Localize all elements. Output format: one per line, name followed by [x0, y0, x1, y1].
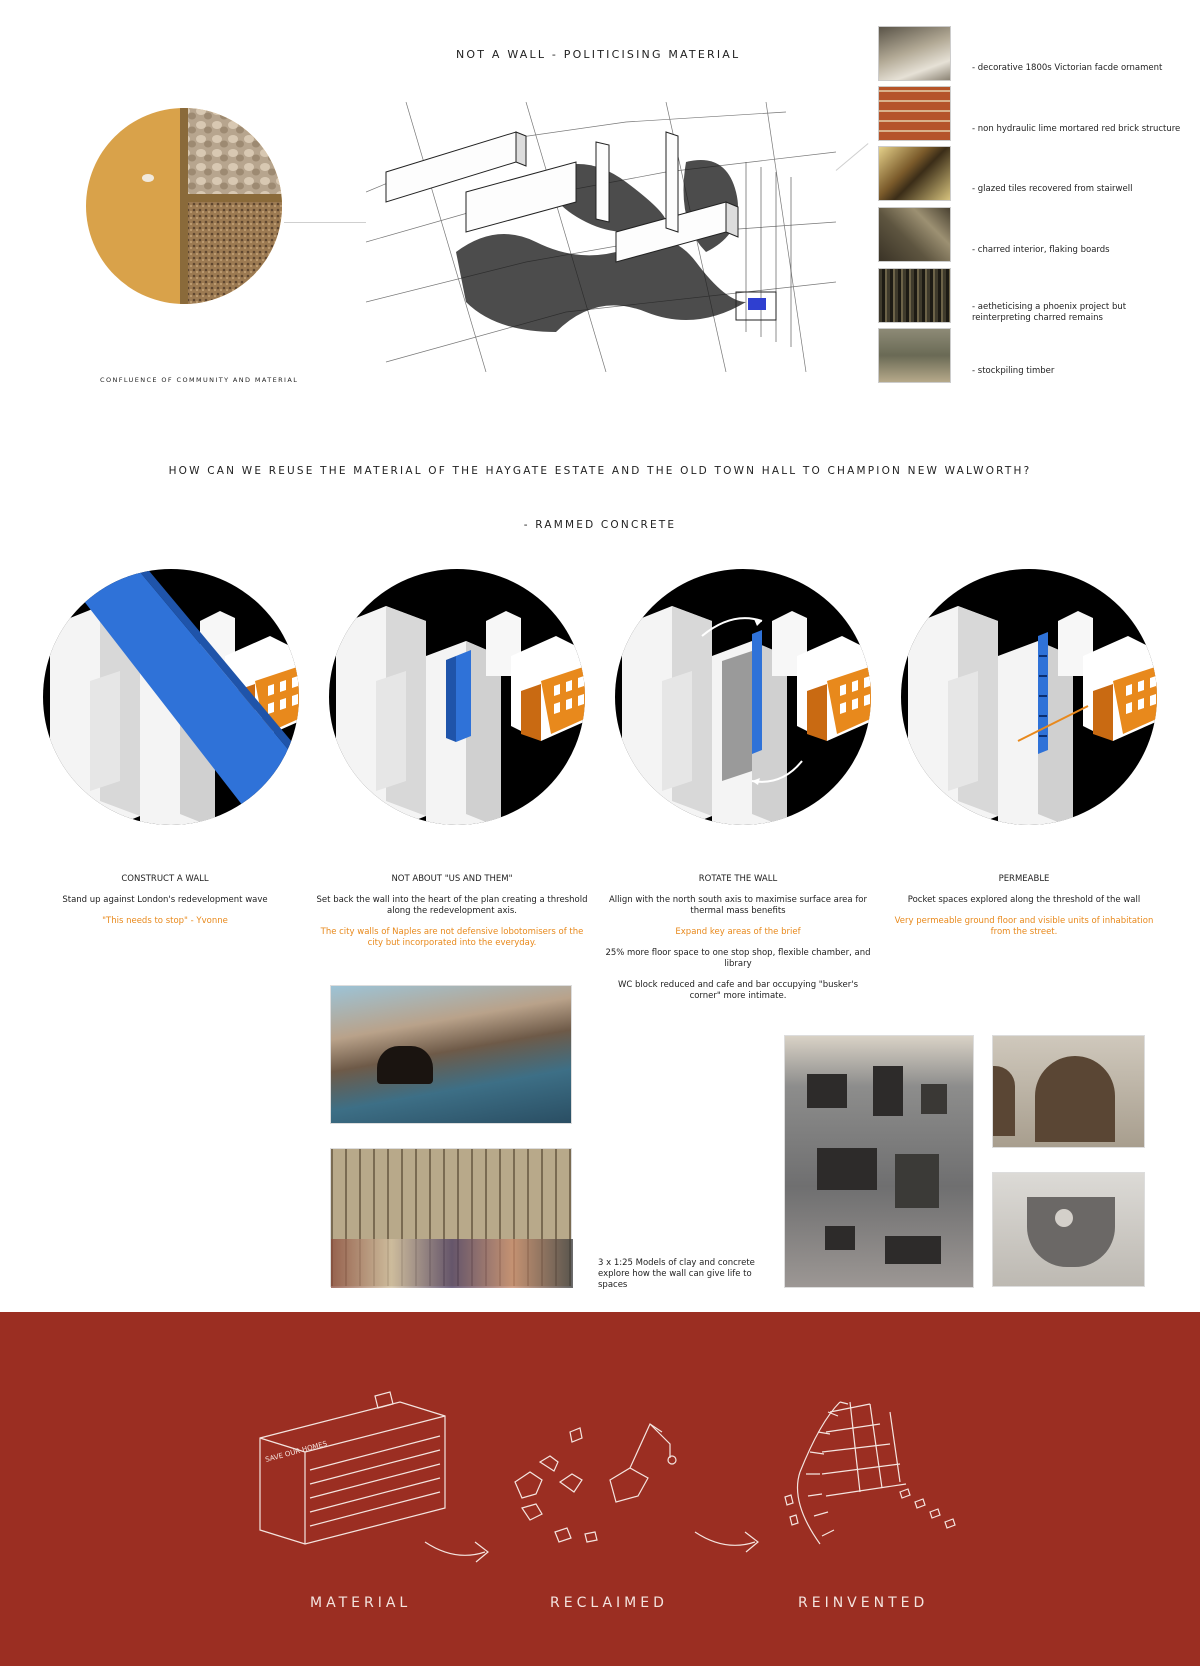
- wall-diagrams: [40, 566, 1160, 828]
- page-title: NOT A WALL - POLITICISING MATERIAL: [456, 48, 741, 61]
- clay-model-arch: [992, 1035, 1145, 1148]
- step-rotate: [602, 874, 874, 1002]
- label-reinvented: REINVENTED: [798, 1595, 929, 1611]
- confluence-caption: CONFLUENCE OF COMMUNITY AND MATERIAL: [100, 376, 299, 384]
- material-label: - glazed tiles recovered from stairwell: [972, 184, 1133, 194]
- step-title: ROTATE THE WALL: [698, 874, 778, 884]
- step-text: Allign with the north south axis to maximise surface area for thermal mass benefits: [608, 895, 868, 916]
- material-label: - non hydraulic lime mortared red brick structure: [972, 124, 1181, 134]
- arrow-icon: [425, 1542, 485, 1555]
- diagram-rotate: [612, 566, 877, 828]
- step-highlight: "This needs to stop" - Yvonne: [102, 916, 228, 926]
- step-highlight: The city walls of Naples are not defensive lobotomisers of the city but incorporated into the everyday.: [320, 927, 584, 948]
- reinvented-wall-sketch: [785, 1402, 955, 1544]
- cycle-sketches: [0, 1312, 1200, 1666]
- swatch-tiles: [878, 146, 951, 201]
- swatch-ornament: [878, 26, 951, 81]
- estate-sketch: [366, 102, 836, 372]
- models-caption: 3 x 1:25 Models of clay and concrete explore how the wall can give life to spaces: [598, 1258, 755, 1290]
- diagram-construct-wall: [40, 566, 305, 828]
- material-building-sketch: [260, 1392, 445, 1544]
- material-label: - aetheticising a phoenix project but reinterpreting charred remains: [972, 302, 1127, 323]
- arrow-icon: [695, 1532, 755, 1545]
- step-text: Set back the wall into the heart of the plan creating a threshold along the redevelopment axis.: [316, 895, 588, 916]
- sub-heading: - RAMMED CONCRETE: [523, 519, 677, 531]
- step-construct: [60, 874, 270, 927]
- material-label: - charred interior, flaking boards: [972, 245, 1110, 255]
- sign-text: SAVE OUR HOMES: [264, 1439, 329, 1464]
- swatch-phoenix: [878, 268, 951, 323]
- leader-line-right: [836, 143, 869, 171]
- material-cycle-band: [0, 1312, 1200, 1666]
- question-heading: HOW CAN WE REUSE THE MATERIAL OF THE HAYGATE ESTATE AND THE OLD TOWN HALL TO CHAMPION NEW WALWORTH?: [168, 465, 1032, 477]
- scaffolding-market-photo: [330, 1148, 572, 1287]
- label-material: MATERIAL: [310, 1595, 412, 1611]
- diagram-set-back: [326, 566, 591, 828]
- aggregate-circle: [84, 106, 284, 306]
- step-text: Pocket spaces explored along the threshold of the wall: [907, 895, 1141, 905]
- material-label: - decorative 1800s Victorian facde ornament: [972, 63, 1163, 73]
- naples-wall-photo: [330, 985, 572, 1124]
- step-text: Stand up against London's redevelopment wave: [62, 895, 268, 905]
- step-title: PERMEABLE: [998, 874, 1050, 884]
- leader-line-left: [284, 222, 370, 223]
- diagram-permeable: [898, 566, 1160, 828]
- swatch-charred: [878, 207, 951, 262]
- material-label: - stockpiling timber: [972, 366, 1055, 376]
- step-extra: WC block reduced and cafe and bar occupying "busker's corner" more intimate.: [617, 980, 859, 1001]
- step-highlight: Expand key areas of the brief: [675, 927, 801, 937]
- step-permeable: [888, 874, 1160, 938]
- step-title: CONSTRUCT A WALL: [121, 874, 209, 884]
- clay-model-curve: [992, 1172, 1145, 1287]
- clay-model-large: [784, 1035, 974, 1288]
- swatch-timber: [878, 328, 951, 383]
- label-reclaimed: RECLAIMED: [550, 1595, 668, 1611]
- swatch-brick: [878, 86, 951, 141]
- reclaimed-rubble-sketch: [515, 1424, 676, 1542]
- step-extra: 25% more floor space to one stop shop, flexible chamber, and library: [605, 948, 871, 969]
- step-not-us-and-them: [316, 874, 588, 949]
- step-highlight: Very permeable ground floor and visible units of inhabitation from the street.: [894, 916, 1154, 937]
- step-title: NOT ABOUT "US AND THEM": [391, 874, 513, 884]
